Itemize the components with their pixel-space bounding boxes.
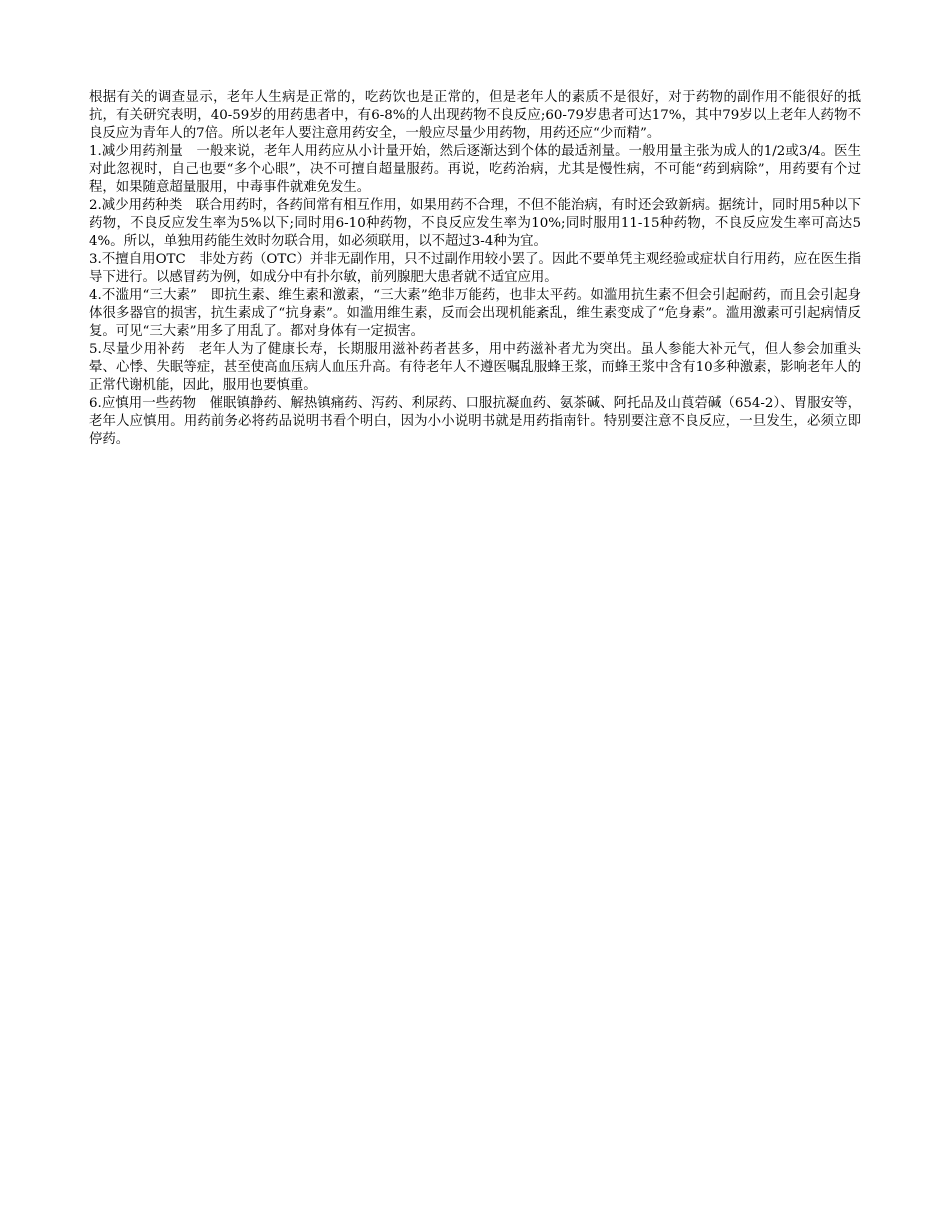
- tip-3-otc-caution: 3.不擅自用OTC 非处方药（OTC）并非无副作用，只不过副作用较小罢了。因此不要单凭主观经验或症状自行用药，应在医生指导下进行。以感冒药为例，如成分中有扑尔敏，前列腺肥大患者就不适宜应用。: [89, 252, 861, 285]
- tip-6-cautious-drugs: 6.应慎用一些药物 催眠镇静药、解热镇痛药、泻药、利尿药、口服抗凝血药、氨茶碱、阿托品及山莨菪碱（654-2）、胃服安等，老年人应慎用。用药前务必将药品说明书看个明白，因为小小说明书就是用药指南针。特别要注意不良反应，一旦发生，必须立即停药。: [89, 396, 861, 447]
- document-body: [89, 89, 861, 449]
- tip-2-reduce-drug-types: 2.减少用药种类 联合用药时，各药间常有相互作用，如果用药不合理，不但不能治病，有时还会致新病。据统计，同时用5种以下药物，不良反应发生率为5%以下;同时用6-10种药物，不良反应发生率为10%;同时服用11-15种药物，不良反应发生率可高达54%。所以，单独用药能生效时勿联合用，如必须联用，以不超过3-4种为宜。: [89, 198, 861, 249]
- tip-5-tonics: 5.尽量少用补药 老年人为了健康长寿，长期服用滋补药者甚多，用中药滋补者尤为突出。虽人参能大补元气，但人参会加重头晕、心悸、失眠等症，甚至使高血压病人血压升高。有待老年人不遵医嘱乱服蜂王浆，而蜂王浆中含有10多种激素，影响老年人的正常代谢机能，因此，服用也要慎重。: [89, 342, 861, 393]
- tip-4-three-major-drugs: 4.不滥用“三大素” 即抗生素、维生素和激素，“三大素”绝非万能药，也非太平药。如滥用抗生素不但会引起耐药，而且会引起身体很多器官的损害，抗生素成了“抗身素”。如滥用维生素，反而会出现机能紊乱，维生素变成了“危身素”。滥用激素可引起病情反复。可见“三大素”用多了用乱了。都对身体有一定损害。: [89, 288, 861, 339]
- intro-paragraph: 根据有关的调查显示，老年人生病是正常的，吃药饮也是正常的，但是老年人的素质不是很好，对于药物的副作用不能很好的抵抗，有关研究表明，40-59岁的用药患者中，有6-8%的人出现药物不良反应;60-79岁患者可达17%，其中79岁以上老年人药物不良反应为青年人的7倍。所以老年人要注意用药安全，一般应尽量少用药物，用药还应“少而精”。: [89, 90, 861, 141]
- tip-1-reduce-dosage: 1.减少用药剂量 一般来说，老年人用药应从小计量开始，然后逐渐达到个体的最适剂量。一般用量主张为成人的1/2或3/4。医生对此忽视时，自己也要“多个心眼”，决不可擅自超量服药。再说，吃药治病，尤其是慢性病，不可能“药到病除”，用药要有个过程，如果随意超量服用，中毒事件就难免发生。: [89, 144, 861, 195]
